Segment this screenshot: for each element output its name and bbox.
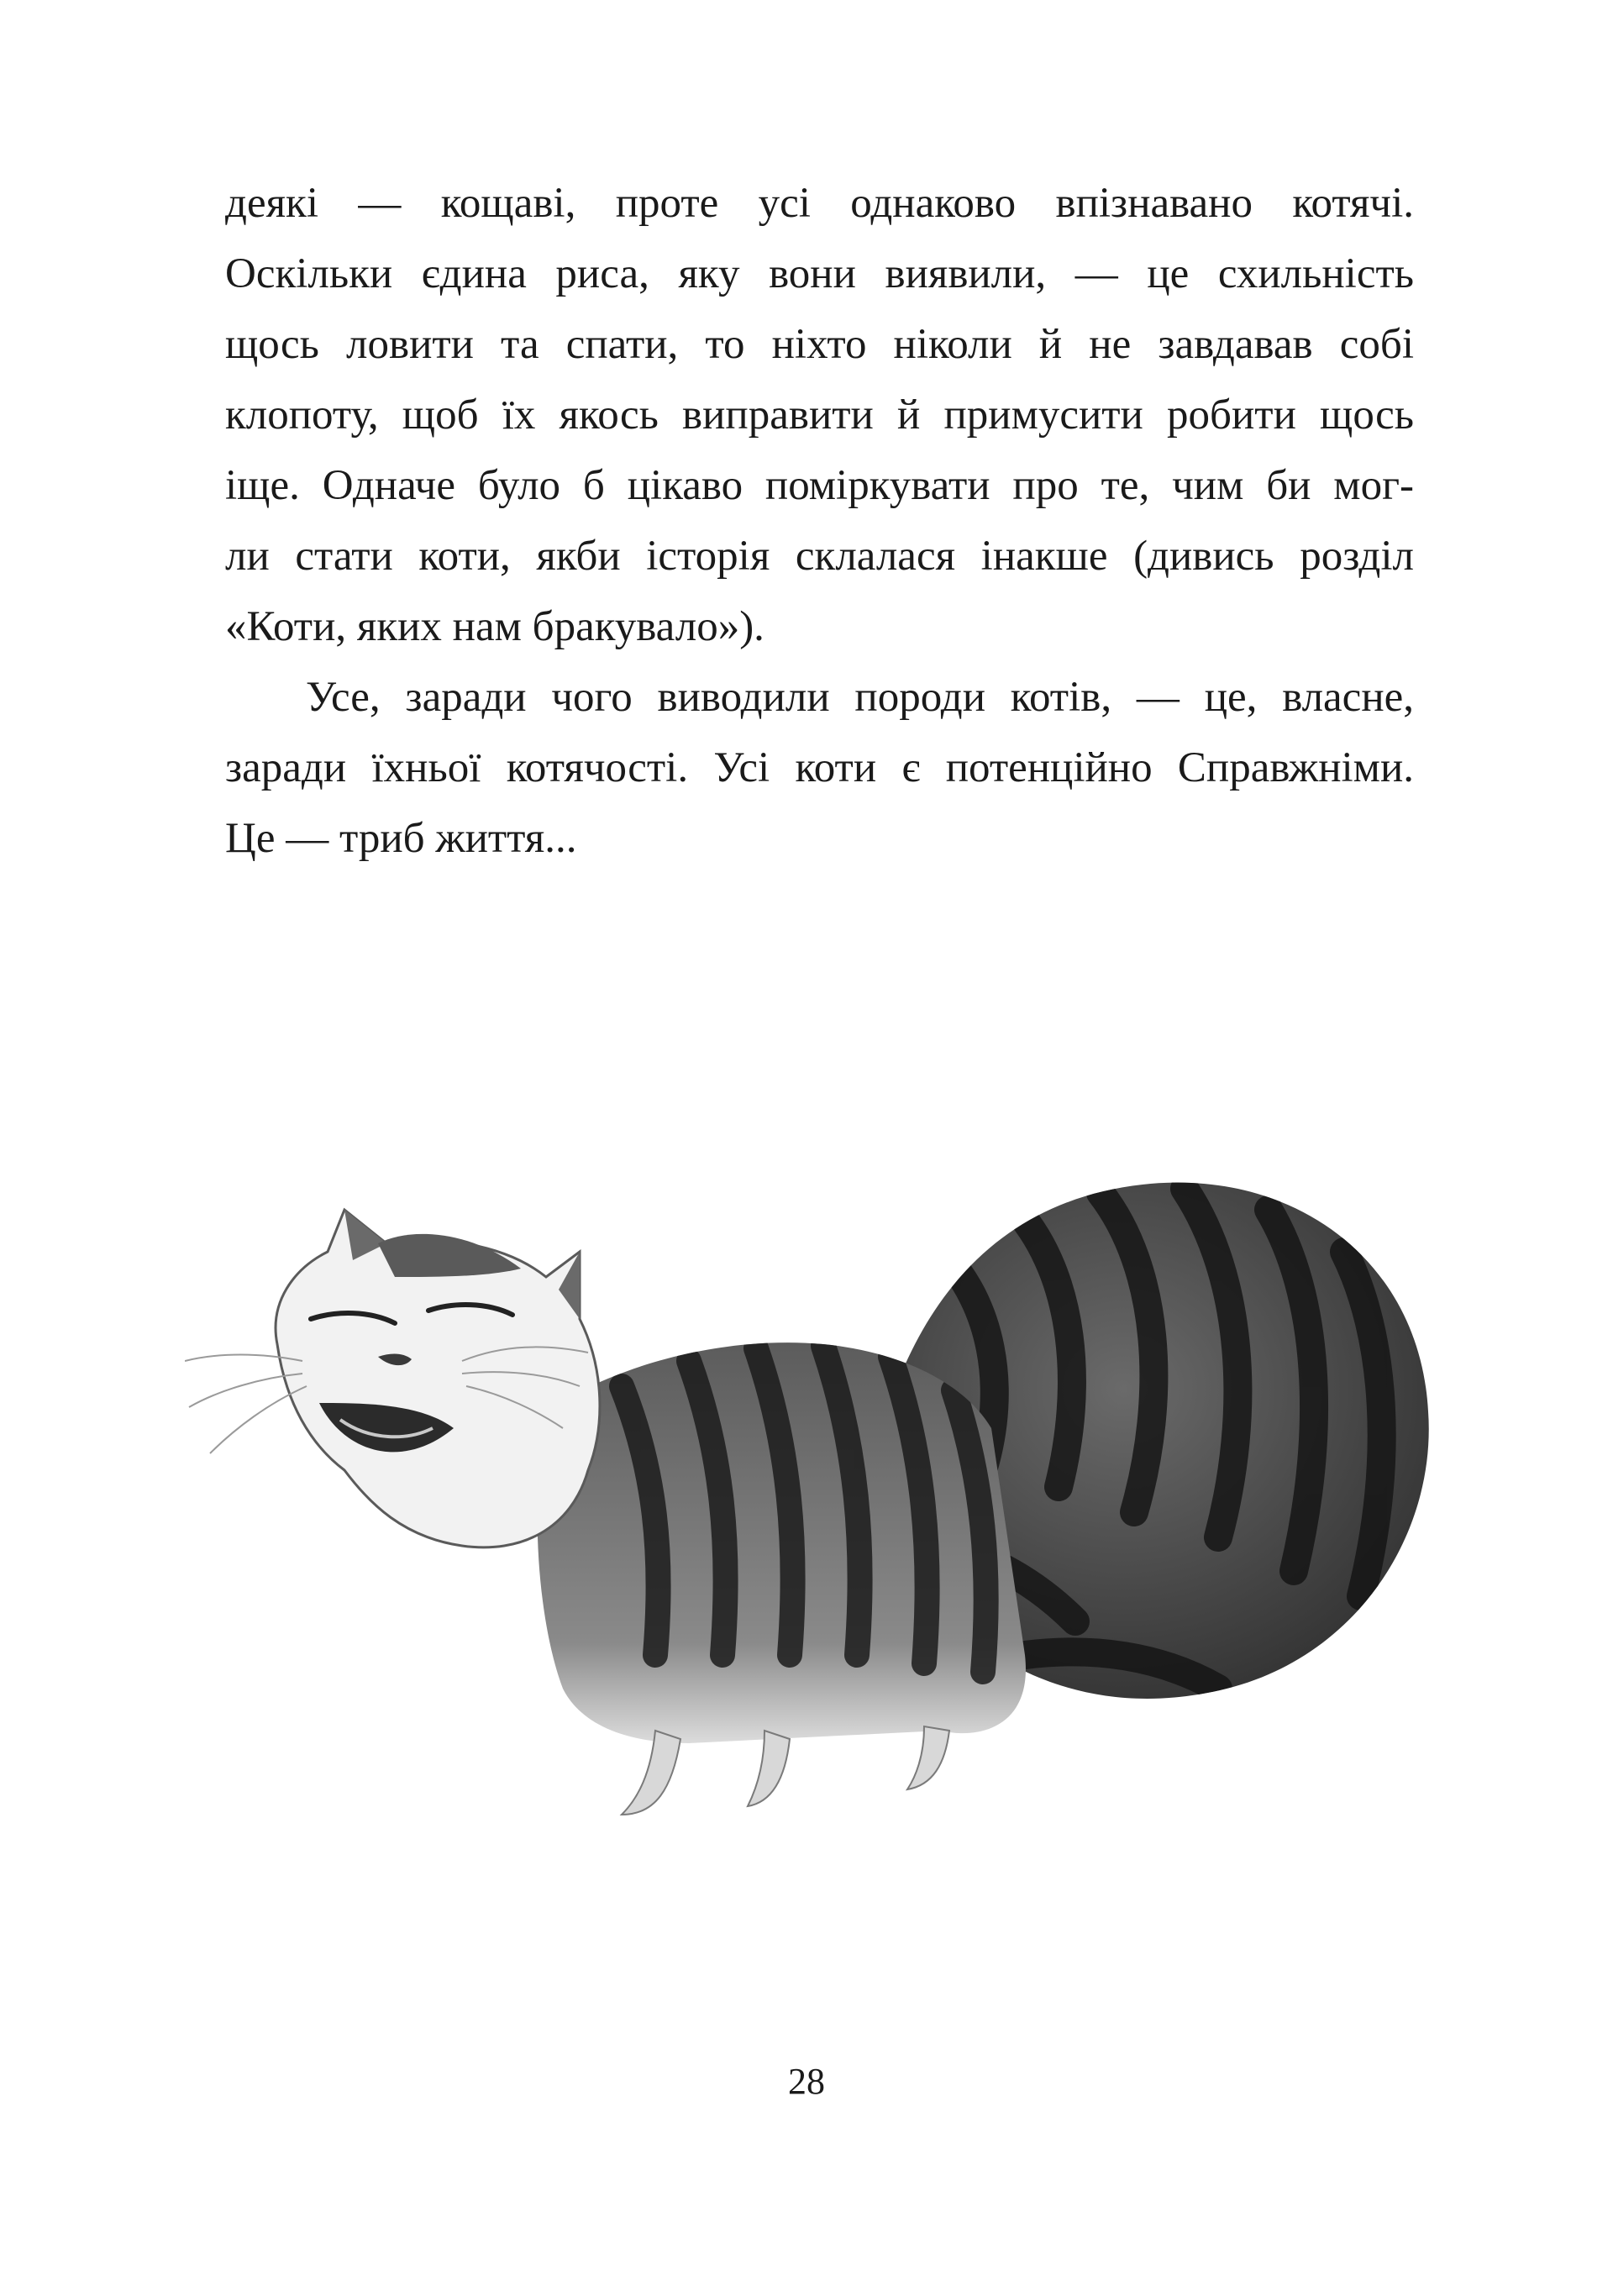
text-line: заради їхньої котячості. Усі коти є потенційно Справжніми.	[225, 744, 1414, 791]
cat-head	[185, 1210, 600, 1547]
paragraph-2	[225, 662, 1414, 874]
paragraph-1	[225, 168, 1414, 662]
text-line: Це — триб життя...	[225, 815, 577, 862]
text-line: Оскільки єдина риса, яку вони виявили, — це схильність	[225, 250, 1414, 297]
page-body-text	[225, 168, 1414, 874]
text-line: іще. Одначе було б цікаво поміркувати про те, чим би мог-	[225, 462, 1414, 509]
text-line: Усе, заради чого виводили породи котів, — це, власне,	[306, 674, 1414, 721]
text-line: клопоту, щоб їх якось виправити й примусити робити щось	[225, 391, 1414, 439]
page-number: 28	[788, 2061, 825, 2102]
text-line: «Коти, яких нам бракувало»).	[225, 603, 764, 650]
text-line: щось ловити та спати, то ніхто ніколи й не завдавав собі	[225, 321, 1414, 368]
cat-body	[538, 1342, 1026, 1815]
tabby-cat-illustration	[185, 1151, 1462, 1823]
text-line: ли стати коти, якби історія склалася інакше (дивись розділ	[225, 533, 1414, 580]
text-line: деякі — кощаві, проте усі однаково впізнавано котячі.	[225, 180, 1414, 227]
